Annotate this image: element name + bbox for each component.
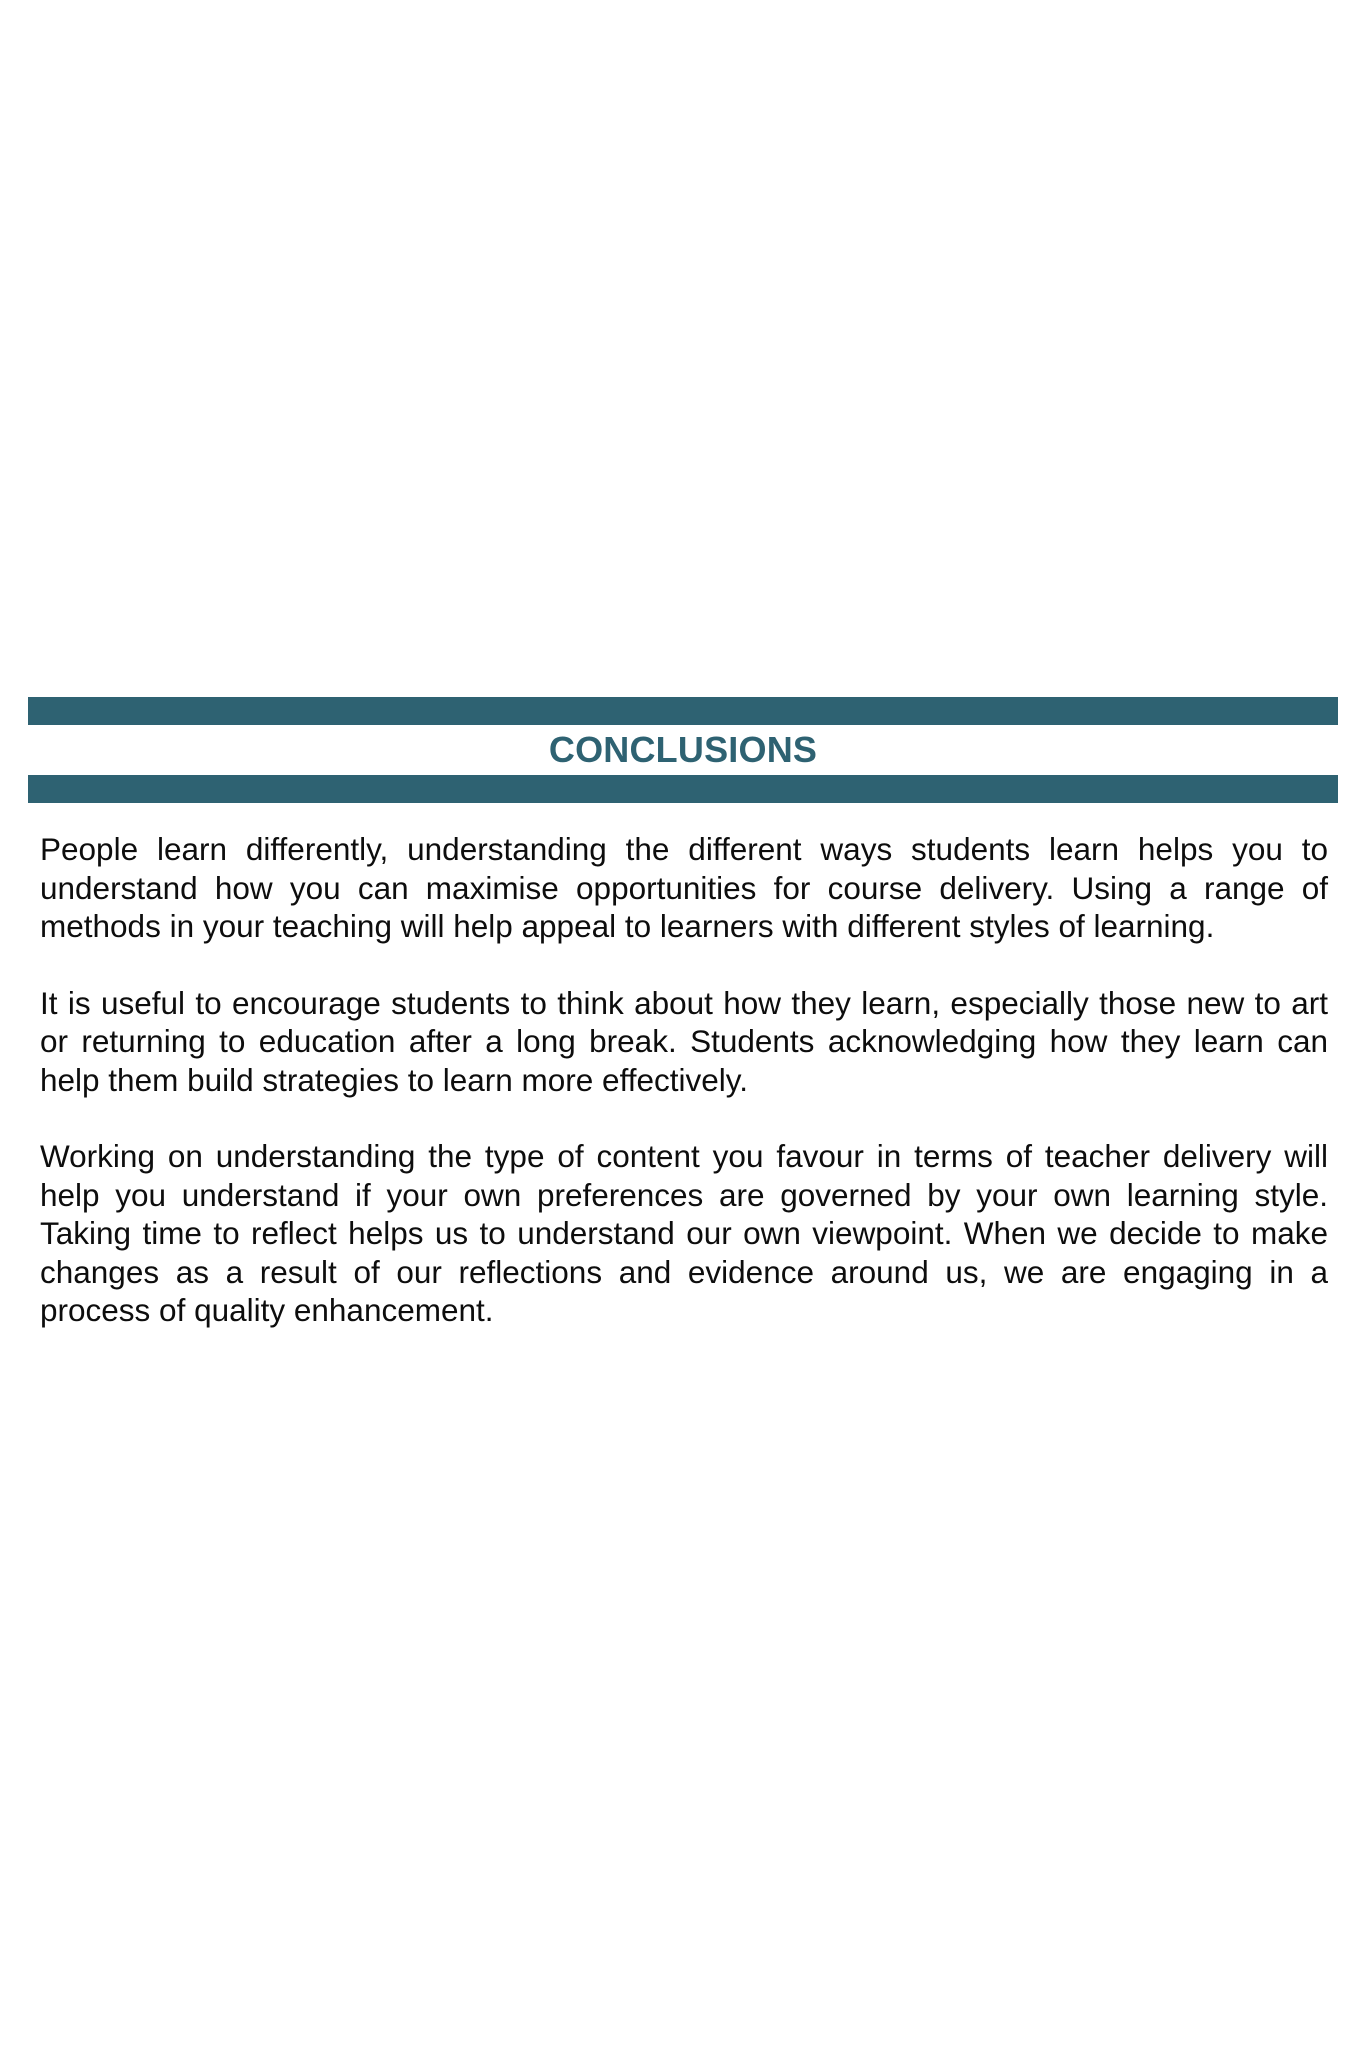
heading-bottom-rule	[28, 775, 1338, 803]
heading-top-rule	[28, 697, 1338, 725]
paragraph-learning-differences: People learn differently, understanding the different ways students learn helps you to understand how you can maximise opportunities for course delivery. Using a range of methods in your teaching will help appeal to learners with different styles of learning.	[40, 831, 1328, 944]
section-heading: CONCLUSIONS	[548, 729, 818, 770]
paragraph-quality-enhancement: Working on understanding the type of content you favour in terms of teacher delivery will help you understand if your own preferences are governed by your own learning style. Taking time to reflect helps us to understand our own viewpoint. When we decide to make changes as a result of our reflections and evidence around us, we are engaging in a process of quality enhancement.	[40, 1138, 1328, 1328]
paragraph-encourage-students: It is useful to encourage students to think about how they learn, especially those new to art or returning to education after a long break. Students acknowledging how they learn can help them build strategies to learn more effectively.	[40, 984, 1328, 1098]
conclusions-body	[40, 830, 1328, 1368]
